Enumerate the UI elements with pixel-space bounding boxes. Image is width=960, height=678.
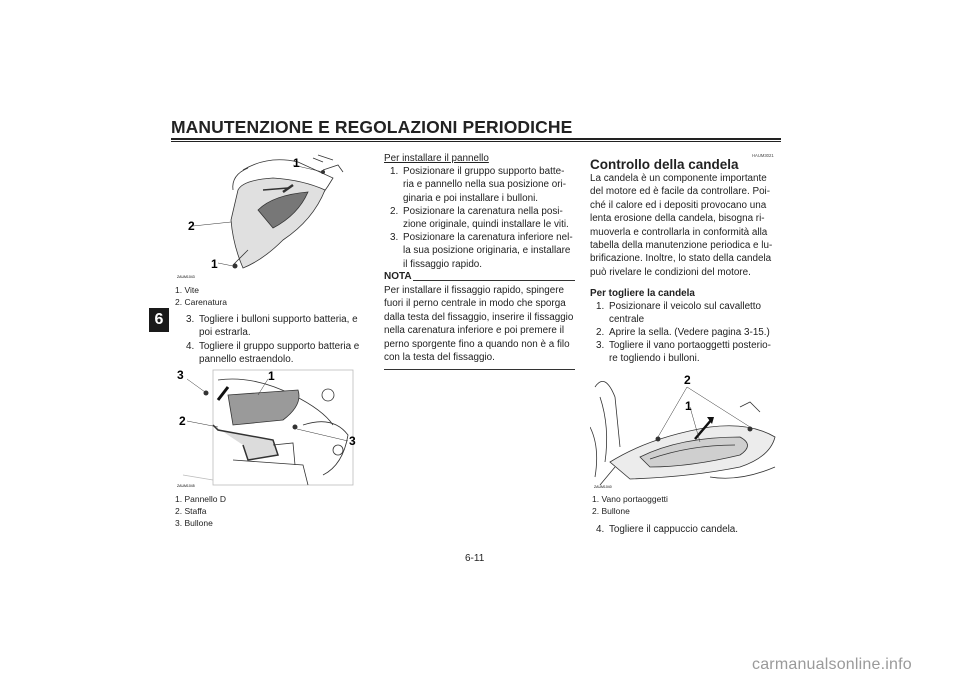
figure-pannello (173, 365, 369, 491)
page-title: MANUTENZIONE E REGOLAZIONI PERIODICHE (171, 117, 573, 137)
step-num: 2. (390, 206, 399, 217)
fig2-caption-2: 2. Staffa (175, 506, 207, 516)
paragraph-line: brificazione. Inoltre, lo stato della candela (590, 253, 772, 265)
install-panel-subheading: Per installare il pannello (384, 153, 489, 164)
fig3-caption-1: 1. Vano portaoggetti (592, 494, 668, 504)
paragraph-line: può rivelare le condizioni del motore. (590, 266, 751, 278)
nota-line: dalla testa del fissaggio, inserire il fissaggio (384, 311, 574, 323)
callout-2: 2 (179, 414, 186, 428)
figure-code: ZAUM1043 (177, 275, 195, 279)
nota-line: fuori il perno centrale in modo che sporga (384, 298, 566, 310)
step-text-cont: la sua posizione originaria, e installare (403, 245, 571, 257)
step-num: 1. (596, 301, 605, 312)
paragraph-line: muoverla e controllarla in conformità alla (590, 226, 768, 238)
right-step-1 (596, 300, 781, 327)
nota-body (384, 284, 575, 364)
right-step-3 (596, 339, 781, 366)
mid-step-1 (390, 165, 575, 205)
paragraph-line: del motore ed è facile da controllare. Poi- (590, 186, 771, 198)
candela-paragraph (590, 172, 781, 279)
watermark: carmanualsonline.info (752, 656, 912, 673)
step-num: 4. (186, 341, 195, 352)
step-text-cont: ginaria e poi installare i bulloni. (403, 192, 539, 204)
right-step-2 (596, 326, 781, 339)
step-text-cont: poi estrarla. (199, 327, 251, 339)
callout-1-bottom: 1 (211, 257, 218, 271)
figure-code: ZAUM1040 (594, 485, 612, 489)
step-num: 4. (596, 524, 605, 535)
page-number: 6-11 (465, 553, 485, 564)
storage-compartment-illustration (590, 367, 782, 492)
left-step-4 (186, 340, 369, 367)
step-text-cont: pannello estraendolo. (199, 354, 294, 366)
step-num: 3. (390, 232, 399, 243)
step-text: Togliere i bulloni supporto batteria, e (199, 314, 358, 325)
nota-line: perno sporgente fino a quando non è a filo (384, 338, 570, 350)
fairing-illustration (173, 150, 369, 282)
fig3-caption-2: 2. Bullone (592, 506, 630, 516)
callout-1-top: 1 (293, 156, 300, 170)
step-text-cont: il fissaggio rapido. (403, 258, 483, 270)
step-text-cont: re togliendo i bulloni. (609, 353, 700, 365)
step-text: Aprire la sella. (Vedere pagina 3-15.) (609, 327, 770, 338)
figure-carenatura (173, 150, 369, 282)
step-text: Posizionare la carenatura inferiore nel- (403, 232, 573, 243)
section-title: Controllo della candela (590, 157, 739, 172)
chapter-tab: 6 (149, 308, 169, 332)
nota-bottom-rule (384, 369, 575, 370)
paragraph-line: ché il calore ed i depositi provocano una (590, 199, 767, 211)
paragraph-line: lenta erosione della candela, bisogna ri- (590, 213, 765, 225)
right-step-4 (596, 523, 781, 536)
header-rule-thin (171, 141, 781, 142)
nota-line: con la testa del fissaggio. (384, 352, 495, 364)
step-text-cont: centrale (609, 314, 645, 326)
fig1-caption-1: 1. Vite (175, 285, 199, 295)
mid-step-2 (390, 205, 575, 232)
step-text: Togliere il vano portaoggetti posterio- (609, 340, 771, 351)
step-num: 2. (596, 327, 605, 338)
header-rule (171, 138, 781, 140)
mid-step-3 (390, 231, 575, 271)
step-num: 3. (186, 314, 195, 325)
fig2-caption-1: 1. Pannello D (175, 494, 227, 504)
paragraph-line: tabella della manutenzione periodica e lu- (590, 240, 773, 252)
paragraph-line: La candela è un componente importante (590, 173, 767, 184)
figure-vano-portaoggetti (590, 367, 782, 492)
callout-3-top: 3 (177, 368, 184, 382)
nota-top-rule (413, 280, 575, 281)
step-text: Togliere il gruppo supporto batteria e (199, 341, 360, 352)
callout-2: 2 (188, 219, 195, 233)
step-text-cont: zione originale, quindi installare le viti. (403, 219, 569, 231)
callout-1: 1 (268, 369, 275, 383)
nota-label: NOTA (384, 271, 412, 282)
step-text: Posizionare il veicolo sul cavalletto (609, 301, 762, 312)
nota-line: nella carenatura inferiore e poi premere il (384, 325, 565, 337)
callout-3-bottom: 3 (349, 434, 356, 448)
step-text: Posizionare il gruppo supporto batte- (403, 166, 565, 177)
step-text: Togliere il cappuccio candela. (609, 524, 739, 535)
figure-code: ZAUM1045 (177, 484, 195, 488)
fig1-caption-2: 2. Carenatura (175, 297, 227, 307)
step-text-cont: ria e pannello nella sua posizione ori- (403, 179, 567, 191)
callout-1: 1 (685, 399, 692, 413)
remove-candela-subheading: Per togliere la candela (590, 288, 695, 299)
fig2-caption-3: 3. Bullone (175, 518, 213, 528)
battery-bracket-illustration (173, 365, 369, 491)
callout-2: 2 (684, 373, 691, 387)
nota-line: Per installare il fissaggio rapido, spingere (384, 285, 565, 296)
reference-code: HAUM3021 (752, 153, 774, 158)
left-step-3 (186, 313, 369, 340)
step-num: 1. (390, 166, 399, 177)
step-num: 3. (596, 340, 605, 351)
step-text: Posizionare la carenatura nella posi- (403, 206, 563, 217)
